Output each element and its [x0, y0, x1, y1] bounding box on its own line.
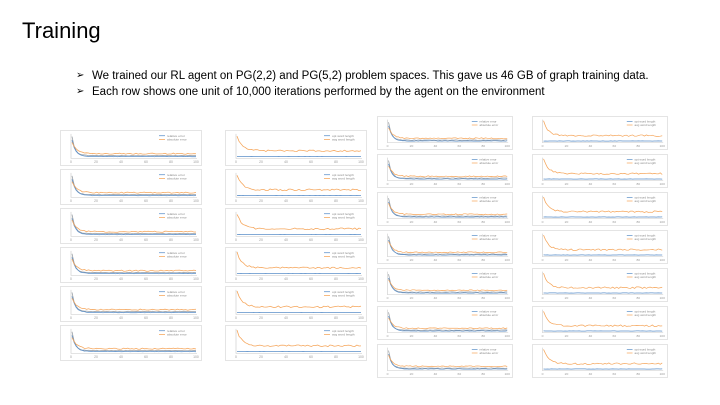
bullet-item	[76, 68, 649, 84]
training-chart	[61, 248, 201, 282]
training-chart-panel	[377, 116, 513, 150]
x-tick-label: 100	[504, 220, 510, 225]
x-tick-label: 20	[564, 182, 569, 187]
x-tick-label: 40	[433, 144, 438, 149]
legend-label: avg word length	[634, 199, 656, 204]
x-tick-label: 60	[309, 199, 313, 204]
legend-label: absolute error	[167, 254, 187, 259]
x-tick-label	[589, 182, 593, 186]
legend-label: avg word length	[332, 176, 355, 181]
x-tick-label: 40	[433, 334, 438, 339]
x-tick-label: 80	[481, 220, 486, 225]
x-tick-label: 20	[94, 160, 98, 165]
x-tick-label: 20	[94, 199, 98, 204]
training-chart-panel	[60, 130, 202, 166]
x-tick-label: 0	[70, 316, 72, 321]
x-tick-label: 20	[409, 144, 414, 149]
x-tick-label: 20	[564, 258, 569, 263]
x-tick-label: 40	[119, 199, 123, 204]
x-tick-label	[235, 277, 237, 281]
x-tick-label: 100	[358, 199, 364, 204]
x-tick-label: 100	[193, 199, 199, 204]
series-line	[389, 355, 508, 367]
arrow-bullet-icon: ➢	[76, 70, 85, 81]
x-tick-label	[358, 199, 364, 203]
x-tick-label: 0	[70, 238, 72, 243]
x-tick-label: 60	[144, 238, 148, 243]
x-tick-label: 20	[409, 220, 414, 225]
series-line	[389, 166, 508, 177]
training-chart-panel	[60, 169, 202, 205]
x-tick-label: 80	[481, 258, 486, 263]
x-tick-label	[636, 258, 640, 262]
x-tick-label: 0	[70, 199, 72, 204]
legend-label: relative error	[167, 250, 185, 255]
x-tick-label: 80	[481, 144, 486, 149]
x-tick-label: 20	[94, 238, 98, 243]
training-chart	[61, 131, 201, 165]
x-tick-label	[589, 258, 593, 262]
x-tick-label: 60	[612, 334, 617, 339]
x-tick-label: 20	[409, 296, 414, 301]
legend-label: relative error	[167, 172, 185, 177]
training-chart	[226, 248, 366, 282]
legend-label: avg word length	[634, 313, 656, 318]
x-tick-label: 80	[636, 258, 641, 263]
x-tick-label: 100	[358, 238, 364, 243]
legend-label: relative error	[479, 309, 497, 314]
x-tick-label	[613, 182, 617, 186]
legend-label: relative error	[479, 157, 497, 162]
x-tick-label: 0	[235, 199, 237, 204]
x-tick-label: 40	[433, 182, 438, 187]
training-chart-panel	[532, 116, 668, 150]
training-chart-panel	[377, 154, 513, 188]
x-tick-label: 80	[481, 182, 486, 187]
series-line	[72, 220, 196, 232]
x-tick-label: 40	[588, 182, 593, 187]
training-chart	[226, 172, 366, 243]
training-chart-panel	[532, 306, 668, 340]
x-tick-label: 20	[409, 372, 414, 377]
training-chart-panel	[377, 344, 513, 378]
x-tick-label: 80	[169, 277, 173, 282]
x-tick-label: 100	[358, 277, 364, 282]
x-tick-label	[660, 258, 666, 262]
x-tick-label: 0	[386, 334, 389, 339]
x-tick-label	[284, 199, 288, 203]
x-tick-label: 40	[433, 220, 438, 225]
x-tick-label: 40	[588, 258, 593, 263]
training-chart-panel	[60, 208, 202, 244]
x-tick-label: 80	[169, 160, 173, 165]
training-chart-panel	[60, 247, 202, 283]
legend-label: absolute error	[479, 313, 499, 318]
x-tick-label: 100	[358, 160, 364, 165]
training-chart	[533, 155, 667, 187]
training-chart-panel	[225, 211, 367, 322]
legend-label: relative error	[479, 347, 497, 352]
x-tick-label: 40	[119, 238, 123, 243]
x-tick-label	[334, 199, 338, 203]
legend-label: absolute error	[167, 176, 187, 181]
x-tick-label: 40	[588, 144, 593, 149]
x-tick-label: 0	[386, 258, 389, 263]
x-tick-label: 20	[94, 355, 98, 360]
x-tick-label: 20	[259, 160, 263, 165]
legend-label: relative error	[167, 211, 185, 216]
training-chart	[533, 157, 667, 225]
training-chart-panel	[532, 233, 668, 378]
x-tick-label: 80	[169, 238, 173, 243]
bullet-text-2: Each row shows one unit of 10,000 iterations performed by the agent on the environment	[92, 86, 545, 98]
x-tick-label: 60	[457, 258, 462, 263]
x-tick-label: 40	[588, 334, 593, 339]
training-chart	[226, 250, 366, 360]
training-chart-panel	[532, 230, 668, 264]
x-tick-label: 0	[541, 258, 544, 263]
x-tick-label: 80	[481, 372, 486, 377]
x-tick-label: 60	[309, 277, 313, 282]
x-tick-label: 80	[481, 334, 486, 339]
legend-label: avg word length	[332, 215, 355, 220]
training-chart	[378, 269, 512, 301]
x-tick-label: 60	[457, 220, 462, 225]
legend-label: relative error	[479, 195, 497, 200]
training-chart	[378, 231, 512, 263]
legend-label: relative error	[479, 233, 497, 238]
x-tick-label: 40	[119, 277, 123, 282]
x-tick-label: 40	[433, 258, 438, 263]
training-chart-panel	[225, 247, 367, 283]
x-tick-label	[309, 277, 313, 281]
legend-label: absolute error	[479, 199, 499, 204]
x-tick-label: 60	[457, 144, 462, 149]
legend-label: absolute error	[167, 215, 187, 220]
x-tick-label: 0	[386, 296, 389, 301]
legend-label: relative error	[167, 328, 185, 333]
x-tick-label: 100	[193, 238, 199, 243]
x-tick-label	[284, 277, 288, 281]
legend-label: opt word length	[332, 172, 354, 177]
legend-label: relative error	[479, 119, 497, 124]
x-tick-label: 20	[409, 182, 414, 187]
x-tick-label	[565, 182, 569, 186]
x-tick-label: 100	[504, 144, 510, 149]
x-tick-label: 20	[259, 238, 263, 243]
training-chart	[533, 117, 667, 149]
x-tick-label: 0	[386, 372, 389, 377]
x-tick-label: 100	[193, 277, 199, 282]
training-chart-panel	[532, 157, 668, 226]
legend-label: absolute error	[479, 275, 499, 280]
x-tick-label: 40	[284, 277, 288, 282]
x-tick-label: 80	[636, 334, 641, 339]
x-tick-label: 60	[457, 372, 462, 377]
legend-label: avg word length	[634, 237, 656, 242]
training-chart-panel	[225, 172, 367, 244]
x-tick-label: 0	[386, 144, 389, 149]
legend-label: avg word length	[332, 254, 355, 259]
x-tick-label: 80	[636, 220, 641, 225]
legend-label: avg word length	[332, 137, 355, 142]
x-tick-label: 40	[284, 160, 288, 165]
series-line	[389, 316, 508, 331]
training-chart	[226, 131, 366, 165]
x-tick-label: 80	[334, 199, 338, 204]
x-tick-label: 20	[409, 334, 414, 339]
bullet-text-1: We trained our RL agent on PG(2,2) and PG(5,2) problem spaces. This gave us 46 GB of graph training data.	[92, 70, 649, 82]
legend-label: absolute error	[479, 351, 499, 356]
x-tick-label: 0	[70, 160, 72, 165]
legend-label: opt word length	[332, 250, 354, 255]
slide-title: Training	[22, 18, 101, 43]
series-line	[389, 354, 508, 369]
x-tick-label: 100	[193, 355, 199, 360]
x-tick-label: 80	[334, 277, 338, 282]
legend-label: opt word length	[634, 119, 656, 124]
series-line	[389, 278, 508, 293]
x-tick-label	[636, 182, 640, 186]
training-chart	[61, 209, 201, 243]
x-tick-label: 60	[309, 160, 313, 165]
training-chart-panel	[377, 230, 513, 264]
training-chart	[61, 326, 201, 360]
x-tick-label: 40	[284, 238, 288, 243]
training-chart	[378, 345, 512, 377]
x-tick-label: 100	[193, 316, 199, 321]
legend-label: opt word length	[332, 133, 354, 138]
x-tick-label: 20	[564, 220, 569, 225]
training-chart	[378, 155, 512, 187]
legend-label: absolute error	[479, 123, 499, 128]
training-chart-panel	[60, 325, 202, 361]
x-tick-label	[565, 258, 569, 262]
x-tick-label: 100	[504, 296, 510, 301]
legend-label: opt word length	[634, 195, 656, 200]
x-tick-label: 60	[144, 355, 148, 360]
x-tick-label: 100	[659, 182, 665, 187]
training-chart-panel	[225, 250, 367, 361]
series-line	[72, 142, 196, 154]
series-line	[389, 128, 508, 139]
x-tick-label	[542, 258, 544, 262]
training-chart	[533, 307, 667, 339]
legend-label: opt word length	[634, 309, 656, 314]
x-tick-label	[542, 182, 544, 186]
x-tick-label	[613, 258, 617, 262]
x-tick-label: 60	[457, 296, 462, 301]
legend-label: relative error	[167, 289, 185, 294]
series-line	[389, 318, 508, 329]
training-chart-panel	[60, 286, 202, 322]
series-line	[72, 182, 196, 194]
x-tick-label: 0	[235, 277, 237, 282]
training-chart	[61, 287, 201, 321]
x-tick-label: 20	[259, 277, 263, 282]
x-tick-label: 60	[144, 199, 148, 204]
bullet-list	[76, 68, 649, 100]
x-tick-label: 20	[259, 199, 263, 204]
x-tick-label	[235, 199, 237, 203]
training-chart	[378, 193, 512, 225]
legend-label: relative error	[479, 271, 497, 276]
training-chart	[378, 307, 512, 339]
x-tick-label: 40	[119, 355, 123, 360]
x-tick-label	[259, 199, 263, 203]
x-tick-label: 40	[119, 160, 123, 165]
series-line	[72, 259, 196, 271]
x-tick-label: 40	[433, 296, 438, 301]
x-tick-label: 80	[334, 238, 338, 243]
legend-label: avg word length	[634, 123, 656, 128]
x-tick-label: 0	[70, 355, 72, 360]
x-tick-label: 60	[612, 220, 617, 225]
x-tick-label: 60	[612, 182, 617, 187]
series-line	[389, 280, 508, 291]
x-tick-label: 40	[588, 220, 593, 225]
x-tick-label	[660, 182, 666, 186]
training-chart	[533, 195, 667, 301]
legend-label: absolute error	[479, 237, 499, 242]
x-tick-label: 20	[564, 334, 569, 339]
x-tick-label: 60	[612, 258, 617, 263]
legend-label	[332, 177, 355, 181]
x-tick-label: 0	[386, 182, 389, 187]
legend-label: avg word length	[634, 161, 656, 166]
training-chart-panel	[377, 192, 513, 226]
x-tick-label: 100	[504, 258, 510, 263]
x-tick-label: 100	[504, 334, 510, 339]
x-tick-label: 60	[144, 277, 148, 282]
training-chart	[226, 170, 366, 204]
x-tick-label: 0	[70, 277, 72, 282]
legend-label: absolute error	[167, 293, 187, 298]
x-tick-label: 80	[636, 182, 641, 187]
training-chart	[533, 231, 667, 263]
training-chart-panel	[225, 169, 367, 205]
x-tick-label: 0	[541, 144, 544, 149]
x-tick-label: 0	[235, 160, 237, 165]
x-tick-label: 0	[386, 220, 389, 225]
x-tick-label: 20	[94, 277, 98, 282]
x-tick-label: 60	[612, 144, 617, 149]
x-tick-label: 80	[169, 316, 173, 321]
bullet-item	[76, 84, 649, 100]
legend-label	[634, 237, 656, 241]
x-tick-label: 80	[481, 296, 486, 301]
arrow-bullet-icon: ➢	[76, 86, 85, 97]
x-tick-label: 0	[541, 182, 544, 187]
x-tick-label: 40	[119, 316, 123, 321]
x-tick-label: 60	[144, 160, 148, 165]
x-tick-label: 80	[169, 355, 173, 360]
x-tick-label: 100	[659, 334, 665, 339]
training-chart-panel	[377, 268, 513, 302]
legend-label	[634, 161, 656, 165]
x-tick-label: 80	[169, 199, 173, 204]
training-chart	[61, 170, 201, 204]
x-tick-label: 0	[235, 238, 237, 243]
x-tick-label: 60	[144, 316, 148, 321]
x-tick-label: 100	[659, 220, 665, 225]
x-tick-label: 40	[284, 199, 288, 204]
x-tick-label: 100	[504, 182, 510, 187]
series-line	[72, 338, 196, 350]
series-line	[389, 203, 508, 215]
series-line	[72, 298, 196, 310]
x-tick-label: 0	[541, 334, 544, 339]
legend-label	[332, 255, 355, 259]
x-tick-label	[259, 277, 263, 281]
x-tick-label: 80	[334, 160, 338, 165]
x-tick-label: 60	[457, 334, 462, 339]
legend-label: opt word length	[634, 233, 656, 238]
x-tick-label: 100	[504, 372, 510, 377]
training-chart-panel	[377, 306, 513, 340]
x-tick-label: 80	[636, 144, 641, 149]
x-tick-label: 40	[433, 372, 438, 377]
x-tick-label	[358, 277, 364, 281]
legend-label: opt word length	[634, 157, 656, 162]
x-tick-label	[309, 199, 313, 203]
x-tick-label: 20	[94, 316, 98, 321]
training-chart-panel	[225, 130, 367, 166]
x-tick-label: 100	[193, 160, 199, 165]
training-chart-panel	[532, 195, 668, 302]
legend-label: opt word length	[332, 211, 354, 216]
x-tick-label: 20	[409, 258, 414, 263]
legend-label: relative error	[167, 133, 185, 138]
legend-label: absolute error	[479, 161, 499, 166]
x-tick-label: 20	[564, 144, 569, 149]
x-tick-label: 60	[457, 182, 462, 187]
legend-label: absolute error	[167, 137, 187, 142]
series-line	[389, 241, 508, 252]
x-tick-label: 100	[659, 258, 665, 263]
x-tick-label: 0	[541, 220, 544, 225]
x-tick-label: 60	[309, 238, 313, 243]
training-chart	[226, 211, 366, 321]
x-tick-label: 100	[659, 144, 665, 149]
training-chart-panel	[532, 154, 668, 188]
x-tick-label	[334, 277, 338, 281]
training-chart	[533, 233, 667, 377]
training-chart	[378, 117, 512, 149]
legend-label: absolute error	[167, 332, 187, 337]
